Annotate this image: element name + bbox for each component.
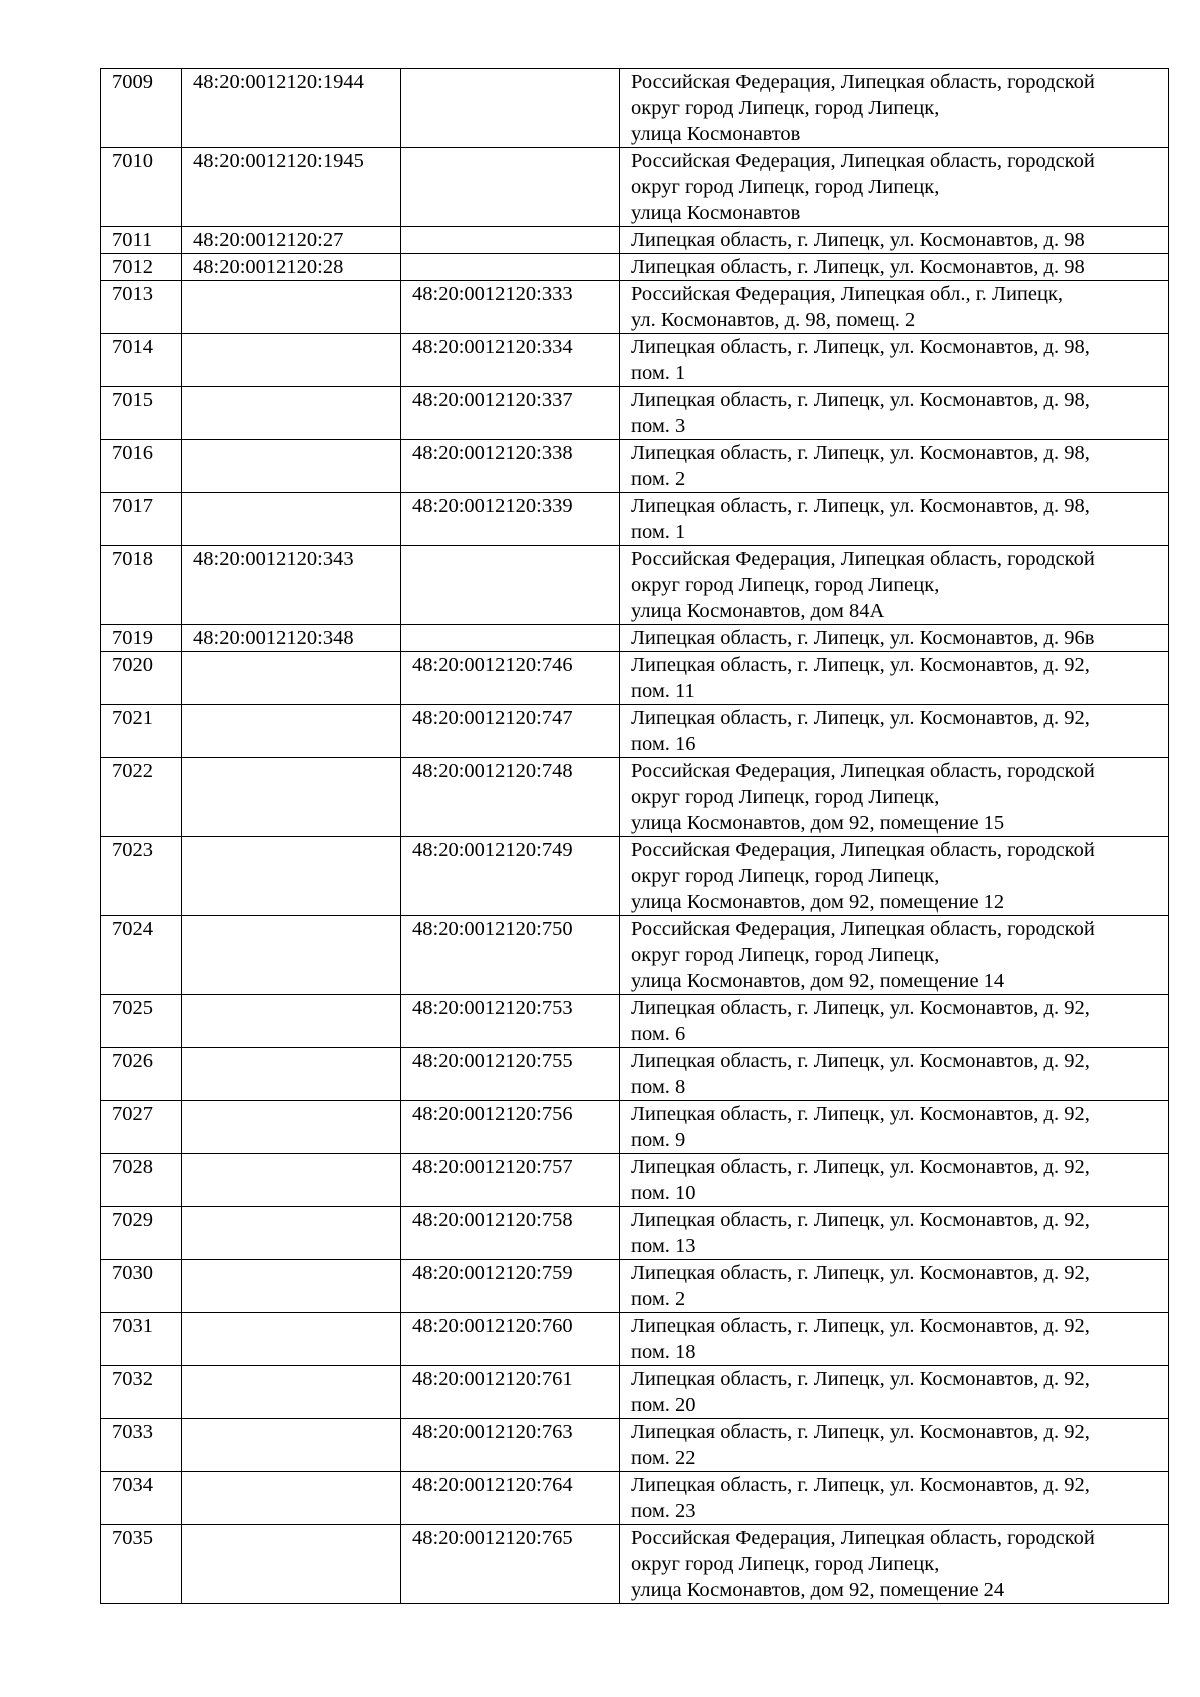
- address-cell: Российская Федерация, Липецкая область, городской округ город Липецк, город Липецк, улица Космонавтов, дом 92, помещение 14: [620, 916, 1169, 995]
- row-number-cell: 7010: [101, 148, 182, 227]
- premises-number-cell: 48:20:0012120:339: [401, 493, 620, 546]
- land-parcel-number-cell: [182, 1419, 401, 1472]
- premises-number-cell: 48:20:0012120:761: [401, 1366, 620, 1419]
- table-row: [101, 1101, 1169, 1154]
- land-parcel-number-cell: 48:20:0012120:343: [182, 546, 401, 625]
- premises-number-cell: 48:20:0012120:750: [401, 916, 620, 995]
- table-row: [101, 254, 1169, 281]
- land-parcel-number-cell: 48:20:0012120:27: [182, 227, 401, 254]
- table-row: [101, 227, 1169, 254]
- land-parcel-number-cell: [182, 652, 401, 705]
- premises-number-cell: 48:20:0012120:753: [401, 995, 620, 1048]
- table-row: [101, 334, 1169, 387]
- row-number-cell: 7022: [101, 758, 182, 837]
- address-cell: Российская Федерация, Липецкая область, городской округ город Липецк, город Липецк, улица Космонавтов, дом 84А: [620, 546, 1169, 625]
- row-number-cell: 7031: [101, 1313, 182, 1366]
- table-row: [101, 387, 1169, 440]
- address-cell: Липецкая область, г. Липецк, ул. Космонавтов, д. 92, пом. 10: [620, 1154, 1169, 1207]
- row-number-cell: 7021: [101, 705, 182, 758]
- land-parcel-number-cell: [182, 440, 401, 493]
- row-number-cell: 7024: [101, 916, 182, 995]
- table-row: [101, 995, 1169, 1048]
- land-parcel-number-cell: [182, 837, 401, 916]
- address-cell: Липецкая область, г. Липецк, ул. Космонавтов, д. 98: [620, 227, 1169, 254]
- row-number-cell: 7023: [101, 837, 182, 916]
- premises-number-cell: [401, 148, 620, 227]
- land-parcel-number-cell: [182, 1048, 401, 1101]
- premises-number-cell: 48:20:0012120:749: [401, 837, 620, 916]
- table-row: [101, 1154, 1169, 1207]
- address-cell: Липецкая область, г. Липецк, ул. Космонавтов, д. 92, пом. 11: [620, 652, 1169, 705]
- address-cell: Липецкая область, г. Липецк, ул. Космонавтов, д. 96в: [620, 625, 1169, 652]
- land-parcel-number-cell: 48:20:0012120:348: [182, 625, 401, 652]
- land-parcel-number-cell: 48:20:0012120:28: [182, 254, 401, 281]
- row-number-cell: 7016: [101, 440, 182, 493]
- land-parcel-number-cell: [182, 281, 401, 334]
- premises-number-cell: 48:20:0012120:333: [401, 281, 620, 334]
- land-parcel-number-cell: [182, 1101, 401, 1154]
- row-number-cell: 7012: [101, 254, 182, 281]
- address-cell: Липецкая область, г. Липецк, ул. Космонавтов, д. 92, пом. 20: [620, 1366, 1169, 1419]
- address-cell: Липецкая область, г. Липецк, ул. Космонавтов, д. 98, пом. 1: [620, 334, 1169, 387]
- premises-number-cell: 48:20:0012120:338: [401, 440, 620, 493]
- premises-number-cell: [401, 625, 620, 652]
- land-parcel-number-cell: [182, 1260, 401, 1313]
- address-cell: Липецкая область, г. Липецк, ул. Космонавтов, д. 92, пом. 8: [620, 1048, 1169, 1101]
- land-parcel-number-cell: [182, 1154, 401, 1207]
- address-cell: Российская Федерация, Липецкая область, городской округ город Липецк, город Липецк, улица Космонавтов, дом 92, помещение 12: [620, 837, 1169, 916]
- row-number-cell: 7019: [101, 625, 182, 652]
- address-cell: Липецкая область, г. Липецк, ул. Космонавтов, д. 98: [620, 254, 1169, 281]
- land-parcel-number-cell: [182, 387, 401, 440]
- table-row: [101, 440, 1169, 493]
- table-row: [101, 705, 1169, 758]
- row-number-cell: 7027: [101, 1101, 182, 1154]
- address-cell: Российская Федерация, Липецкая область, городской округ город Липецк, город Липецк, улица Космонавтов: [620, 148, 1169, 227]
- row-number-cell: 7017: [101, 493, 182, 546]
- row-number-cell: 7011: [101, 227, 182, 254]
- premises-number-cell: 48:20:0012120:757: [401, 1154, 620, 1207]
- property-table: [100, 68, 1169, 1604]
- table-row: [101, 1048, 1169, 1101]
- table-row: [101, 493, 1169, 546]
- table-row: [101, 1313, 1169, 1366]
- land-parcel-number-cell: [182, 334, 401, 387]
- table-row: [101, 1525, 1169, 1604]
- row-number-cell: 7018: [101, 546, 182, 625]
- row-number-cell: 7035: [101, 1525, 182, 1604]
- row-number-cell: 7026: [101, 1048, 182, 1101]
- premises-number-cell: [401, 69, 620, 148]
- land-parcel-number-cell: 48:20:0012120:1945: [182, 148, 401, 227]
- land-parcel-number-cell: [182, 1366, 401, 1419]
- premises-number-cell: 48:20:0012120:747: [401, 705, 620, 758]
- address-cell: Липецкая область, г. Липецк, ул. Космонавтов, д. 92, пом. 13: [620, 1207, 1169, 1260]
- row-number-cell: 7032: [101, 1366, 182, 1419]
- address-cell: Российская Федерация, Липецкая обл., г. Липецк, ул. Космонавтов, д. 98, помещ. 2: [620, 281, 1169, 334]
- land-parcel-number-cell: [182, 995, 401, 1048]
- address-cell: Липецкая область, г. Липецк, ул. Космонавтов, д. 92, пом. 18: [620, 1313, 1169, 1366]
- premises-number-cell: 48:20:0012120:755: [401, 1048, 620, 1101]
- premises-number-cell: 48:20:0012120:765: [401, 1525, 620, 1604]
- land-parcel-number-cell: [182, 916, 401, 995]
- land-parcel-number-cell: [182, 1313, 401, 1366]
- table-row: [101, 546, 1169, 625]
- row-number-cell: 7015: [101, 387, 182, 440]
- row-number-cell: 7013: [101, 281, 182, 334]
- row-number-cell: 7033: [101, 1419, 182, 1472]
- premises-number-cell: [401, 254, 620, 281]
- table-row: [101, 625, 1169, 652]
- table-row: [101, 1207, 1169, 1260]
- land-parcel-number-cell: 48:20:0012120:1944: [182, 69, 401, 148]
- address-cell: Липецкая область, г. Липецк, ул. Космонавтов, д. 98, пом. 1: [620, 493, 1169, 546]
- land-parcel-number-cell: [182, 1525, 401, 1604]
- premises-number-cell: [401, 227, 620, 254]
- address-cell: Российская Федерация, Липецкая область, городской округ город Липецк, город Липецк, улица Космонавтов, дом 92, помещение 15: [620, 758, 1169, 837]
- row-number-cell: 7030: [101, 1260, 182, 1313]
- premises-number-cell: 48:20:0012120:337: [401, 387, 620, 440]
- premises-number-cell: 48:20:0012120:334: [401, 334, 620, 387]
- address-cell: Липецкая область, г. Липецк, ул. Космонавтов, д. 92, пом. 22: [620, 1419, 1169, 1472]
- table-row: [101, 148, 1169, 227]
- premises-number-cell: 48:20:0012120:746: [401, 652, 620, 705]
- land-parcel-number-cell: [182, 1472, 401, 1525]
- row-number-cell: 7034: [101, 1472, 182, 1525]
- address-cell: Липецкая область, г. Липецк, ул. Космонавтов, д. 98, пом. 2: [620, 440, 1169, 493]
- land-parcel-number-cell: [182, 1207, 401, 1260]
- premises-number-cell: 48:20:0012120:759: [401, 1260, 620, 1313]
- address-cell: Липецкая область, г. Липецк, ул. Космонавтов, д. 92, пом. 23: [620, 1472, 1169, 1525]
- row-number-cell: 7025: [101, 995, 182, 1048]
- table-row: [101, 837, 1169, 916]
- address-cell: Липецкая область, г. Липецк, ул. Космонавтов, д. 92, пом. 16: [620, 705, 1169, 758]
- table-row: [101, 281, 1169, 334]
- address-cell: Липецкая область, г. Липецк, ул. Космонавтов, д. 92, пом. 9: [620, 1101, 1169, 1154]
- row-number-cell: 7009: [101, 69, 182, 148]
- table-row: [101, 1260, 1169, 1313]
- address-cell: Липецкая область, г. Липецк, ул. Космонавтов, д. 98, пом. 3: [620, 387, 1169, 440]
- address-cell: Липецкая область, г. Липецк, ул. Космонавтов, д. 92, пом. 2: [620, 1260, 1169, 1313]
- premises-number-cell: 48:20:0012120:758: [401, 1207, 620, 1260]
- table-row: [101, 758, 1169, 837]
- row-number-cell: 7014: [101, 334, 182, 387]
- address-cell: Российская Федерация, Липецкая область, городской округ город Липецк, город Липецк, улица Космонавтов, дом 92, помещение 24: [620, 1525, 1169, 1604]
- table-row: [101, 652, 1169, 705]
- land-parcel-number-cell: [182, 758, 401, 837]
- premises-number-cell: [401, 546, 620, 625]
- address-cell: Российская Федерация, Липецкая область, городской округ город Липецк, город Липецк, улица Космонавтов: [620, 69, 1169, 148]
- premises-number-cell: 48:20:0012120:760: [401, 1313, 620, 1366]
- table-row: [101, 916, 1169, 995]
- address-cell: Липецкая область, г. Липецк, ул. Космонавтов, д. 92, пом. 6: [620, 995, 1169, 1048]
- row-number-cell: 7029: [101, 1207, 182, 1260]
- premises-number-cell: 48:20:0012120:763: [401, 1419, 620, 1472]
- row-number-cell: 7020: [101, 652, 182, 705]
- table-row: [101, 1419, 1169, 1472]
- premises-number-cell: 48:20:0012120:764: [401, 1472, 620, 1525]
- table-row: [101, 69, 1169, 148]
- land-parcel-number-cell: [182, 493, 401, 546]
- row-number-cell: 7028: [101, 1154, 182, 1207]
- table-body: [101, 69, 1169, 1604]
- table-row: [101, 1366, 1169, 1419]
- premises-number-cell: 48:20:0012120:748: [401, 758, 620, 837]
- premises-number-cell: 48:20:0012120:756: [401, 1101, 620, 1154]
- table-row: [101, 1472, 1169, 1525]
- land-parcel-number-cell: [182, 705, 401, 758]
